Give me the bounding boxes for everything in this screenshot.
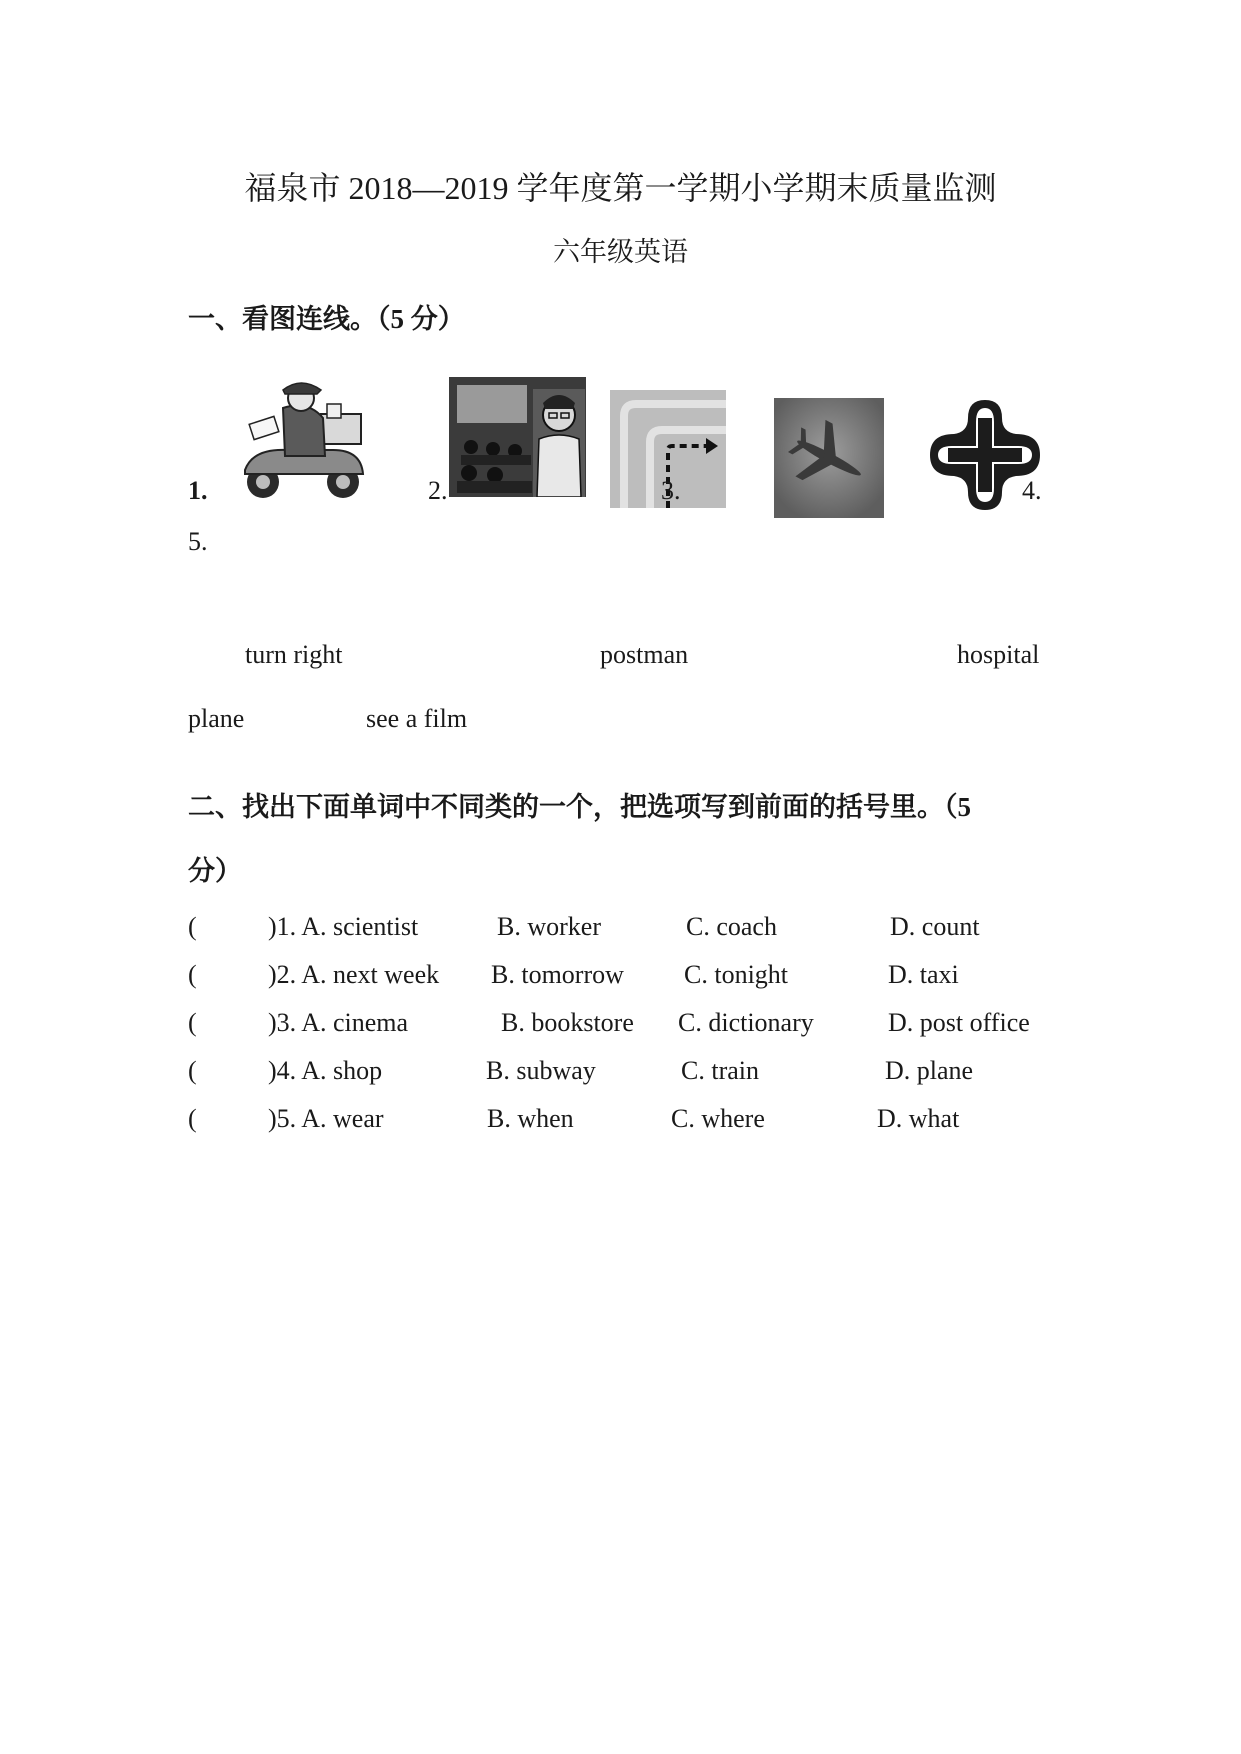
- question-3-option-b: B. bookstore: [501, 1008, 634, 1037]
- question-2-option-c: C. tonight: [684, 960, 789, 989]
- question-5-option-b: B. when: [487, 1104, 574, 1133]
- question-3-option-d: D. post office: [888, 1008, 1030, 1037]
- question-5-option-c: C. where: [671, 1104, 765, 1133]
- question-3-option-a: )3. A. cinema: [268, 1008, 409, 1037]
- answer-paren: (: [188, 1104, 197, 1133]
- question-2-option-a: )2. A. next week: [268, 960, 440, 989]
- question-4-option-d: D. plane: [885, 1056, 974, 1085]
- picture-label-5: 5.: [188, 527, 208, 556]
- answer-paren: (: [188, 912, 197, 941]
- answer-paren: (: [188, 1056, 197, 1085]
- picture-label-4: 4.: [1022, 476, 1042, 505]
- section2-heading: 二、找出下面单词中不同类的一个，把选项写到前面的括号里。（5: [188, 792, 971, 822]
- question-1-option-a: )1. A. scientist: [268, 912, 419, 941]
- question-4-option-b: B. subway: [486, 1056, 596, 1085]
- question-5-option-a: )5. A. wear: [268, 1104, 384, 1133]
- question-2-option-b: B. tomorrow: [491, 960, 624, 989]
- answer-paren: (: [188, 960, 197, 989]
- page-title: 福泉市 2018—2019 学年度第一学期小学期末质量监测: [244, 170, 997, 206]
- answer-paren: (: [188, 1008, 197, 1037]
- question-4-option-c: C. train: [681, 1056, 759, 1085]
- question-5-option-d: D. what: [877, 1104, 960, 1133]
- picture-label-3: 3.: [661, 476, 681, 505]
- question-1-option-b: B. worker: [497, 912, 601, 941]
- question-1-option-c: C. coach: [686, 912, 777, 941]
- cinema-audience-icon: [449, 377, 586, 497]
- plane-icon: [774, 398, 884, 518]
- picture-label-1: 1.: [188, 476, 208, 505]
- postman-on-scooter-icon: [233, 378, 383, 500]
- match-word-plane: plane: [188, 704, 245, 733]
- picture-label-2: 2.: [428, 476, 448, 505]
- section2-heading-cont: 分）: [188, 856, 242, 886]
- section1-heading: 一、看图连线。（5 分）: [188, 304, 465, 334]
- match-word-postman: postman: [600, 640, 689, 669]
- match-word-hospital: hospital: [957, 640, 1040, 669]
- question-2-option-d: D. taxi: [888, 960, 959, 989]
- question-1-option-d: D. count: [890, 912, 980, 941]
- match-word-turn-right: turn right: [245, 640, 343, 669]
- match-word-see-a-film: see a film: [366, 704, 468, 733]
- question-4-option-a: )4. A. shop: [268, 1056, 383, 1085]
- page-subtitle: 六年级英语: [553, 237, 688, 267]
- question-3-option-c: C. dictionary: [678, 1008, 814, 1037]
